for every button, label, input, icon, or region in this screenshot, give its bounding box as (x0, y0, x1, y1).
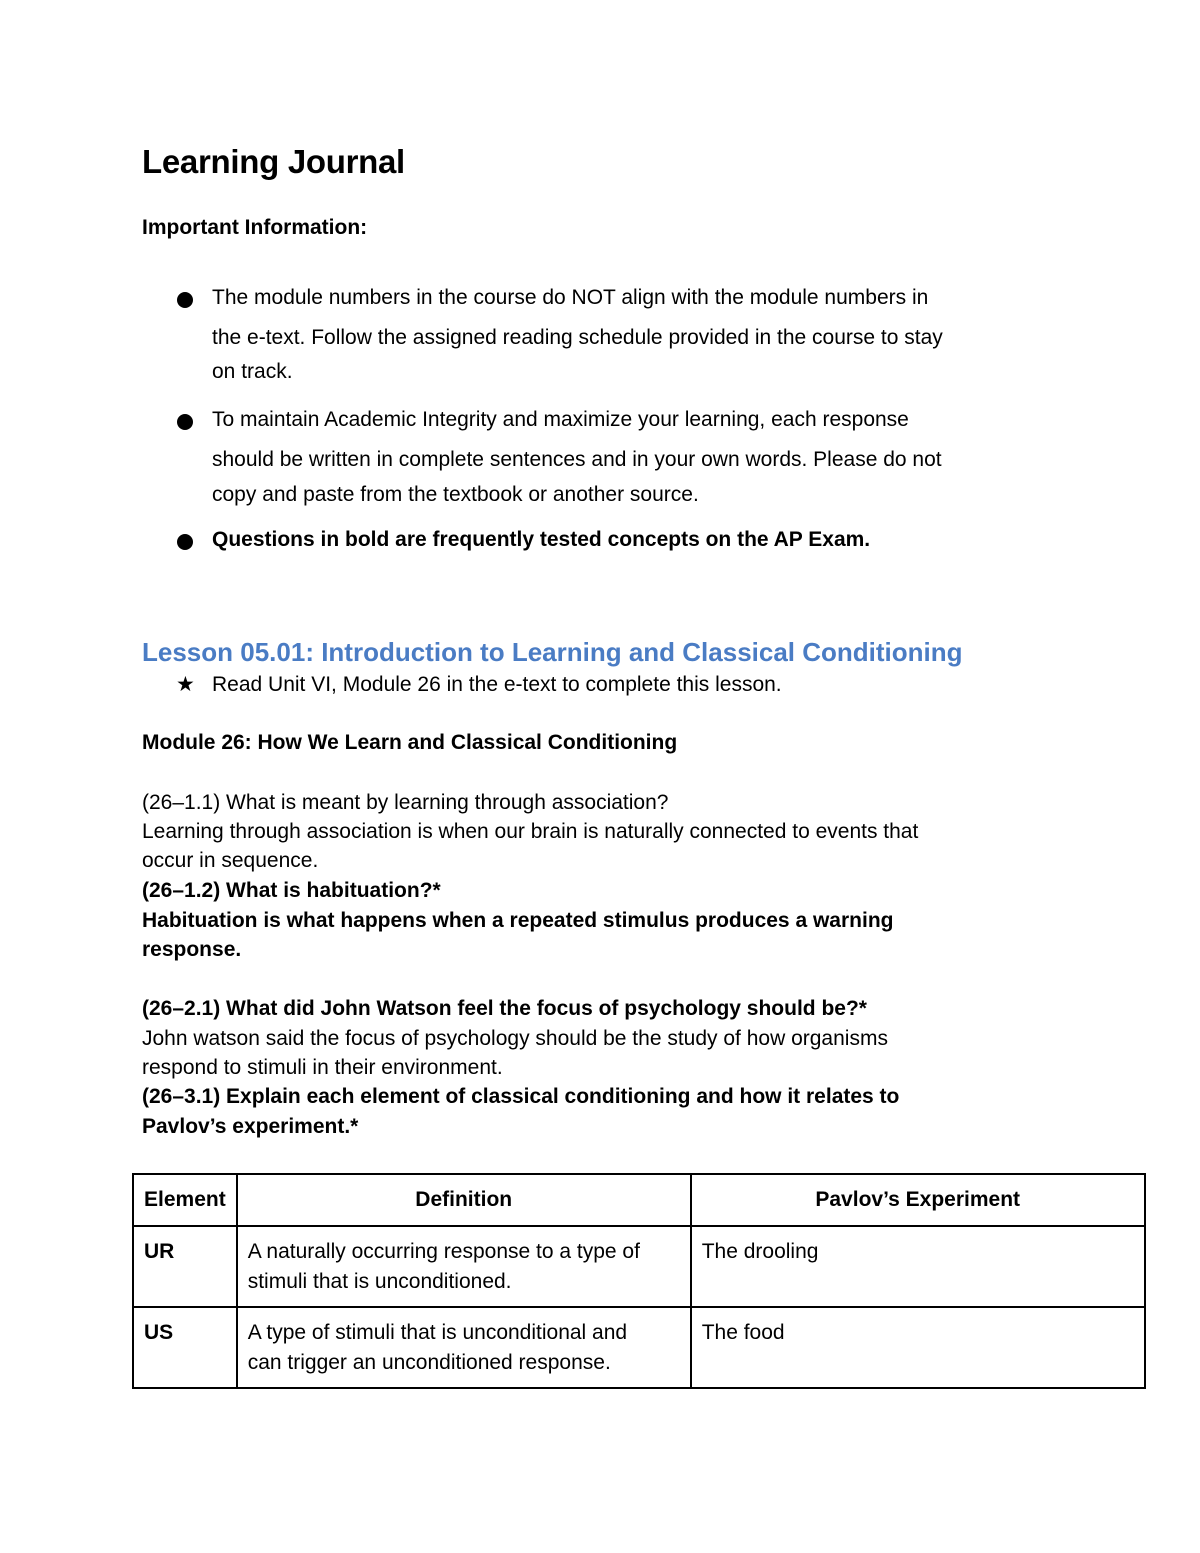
bullet-dot-icon (177, 292, 193, 308)
important-information-heading: Important Information: (142, 216, 368, 239)
table-cell-definition: A naturally occurring response to a type of stimuli that is unconditioned. (237, 1226, 691, 1307)
question-26-1-1: (26–1.1) What is meant by learning through association? (142, 791, 669, 814)
column-header-definition: Definition (237, 1174, 691, 1226)
answer-line: John watson said the focus of psychology should be the study of how organisms (142, 1027, 888, 1050)
bullet-text: To maintain Academic Integrity and maximize your learning, each response should be written in complete sentences and in your own words. Please do not copy and paste from the textbook or another source. (212, 408, 942, 506)
table-cell-experiment: The drooling (691, 1226, 1145, 1307)
table-cell-element: US (133, 1307, 237, 1388)
table-cell-experiment: The food (691, 1307, 1145, 1388)
answer-line: Learning through association is when our brain is naturally connected to events that (142, 820, 919, 843)
answer-line: Habituation is what happens when a repeated stimulus produces a warning (142, 909, 894, 932)
table-row (133, 1226, 1145, 1307)
document-title: Learning Journal (142, 143, 405, 180)
module-heading: Module 26: How We Learn and Classical Conditioning (142, 731, 678, 754)
reading-assignment (176, 670, 782, 700)
table-cell-element: UR (133, 1226, 237, 1307)
question-26-2-1: (26–2.1) What did John Watson feel the focus of psychology should be?* (142, 997, 867, 1020)
classical-conditioning-table (132, 1173, 1146, 1389)
table-row (133, 1307, 1145, 1388)
bullet-dot-icon (177, 414, 193, 430)
bullet-text: The module numbers in the course do NOT align with the module numbers in the e-text. Follow the assigned reading schedule provided in the course to stay on track. (212, 286, 943, 383)
answer-line: response. (142, 938, 242, 961)
answer-line: respond to stimuli in their environment. (142, 1056, 503, 1079)
table-header-row (133, 1174, 1145, 1226)
star-icon: ★ (176, 673, 195, 696)
question-26-3-1: (26–3.1) Explain each element of classical conditioning and how it relates to (142, 1085, 900, 1108)
table-cell-definition: A type of stimuli that is unconditional and can trigger an unconditioned response. (237, 1307, 691, 1388)
lesson-heading: Lesson 05.01: Introduction to Learning and Classical Conditioning (142, 637, 963, 667)
column-header-pavlov-experiment: Pavlov’s Experiment (691, 1174, 1145, 1226)
answer-line: occur in sequence. (142, 849, 319, 872)
bullet-dot-icon (177, 534, 193, 550)
reading-assignment-text: Read Unit VI, Module 26 in the e-text to complete this lesson. (212, 673, 782, 696)
bullet-text: Questions in bold are frequently tested concepts on the AP Exam. (212, 528, 871, 551)
question-26-3-1-continued: Pavlov’s experiment.* (142, 1115, 359, 1138)
column-header-element: Element (133, 1174, 237, 1226)
question-26-1-2: (26–1.2) What is habituation?* (142, 879, 441, 902)
